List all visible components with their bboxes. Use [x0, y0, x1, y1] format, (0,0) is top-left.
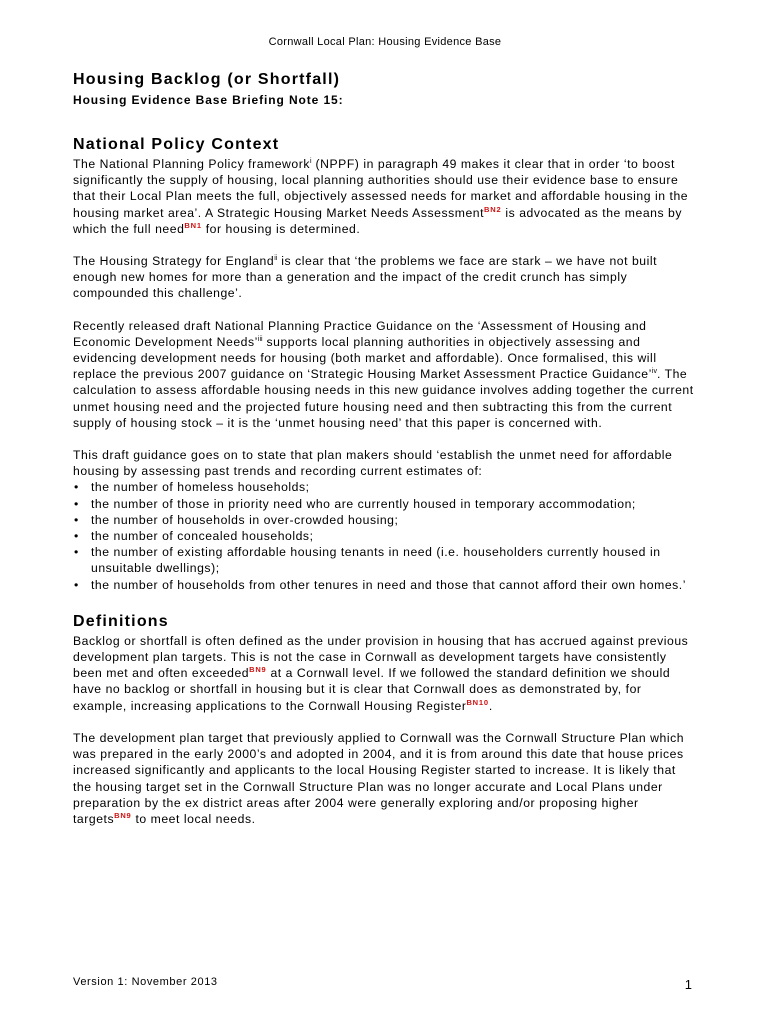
paragraph-backlog-definition — [73, 633, 695, 714]
text-run: for housing is determined. — [201, 221, 361, 236]
page-content — [73, 70, 695, 827]
list-item-text: the number of homeless households; — [91, 480, 310, 495]
briefing-note-ref: BN1 — [184, 220, 202, 230]
paragraph-draft-guidance: This draft guidance goes on to state that plan makers should ‘establish the unmet need for affordable housing by assessing past trends and recording current estimates of: — [73, 448, 673, 479]
briefing-note-ref: BN2 — [484, 204, 502, 214]
page-subtitle: Housing Evidence Base Briefing Note 15: — [73, 93, 344, 107]
list-item-text: the number of households in over-crowded housing; — [91, 512, 399, 527]
endnote-ref: ii — [274, 254, 278, 262]
list-item — [73, 528, 695, 544]
section-heading-definitions: Definitions — [73, 612, 169, 630]
bullet-icon: • — [74, 496, 79, 511]
endnote-ref: iv — [651, 368, 657, 376]
endnote-ref: i — [310, 157, 312, 165]
bullet-icon: • — [74, 545, 79, 560]
paragraph-housing-strategy — [73, 253, 695, 302]
list-item-text: the number of concealed households; — [91, 529, 314, 544]
briefing-note-ref: BN9 — [249, 665, 267, 675]
page-number: 1 — [684, 977, 692, 992]
running-header: Cornwall Local Plan: Housing Evidence Base — [268, 36, 502, 48]
text-run: supports local planning authorities in objectively assessing and evidencing development needs for housing (both market and affordable). Once formalised, this will replace the previous 2007 guidance on ‘Strategic Housing Market Assessment Practice Guidance’ — [73, 334, 657, 382]
list-item-text: the number of existing affordable housing tenants in need (i.e. householders currently housed in unsuitable dwellings); — [91, 545, 661, 576]
list-item — [73, 479, 695, 495]
bullet-icon: • — [74, 577, 79, 592]
text-run: is clear that ‘the problems we face are stark – we have not built enough new homes for more than a generation and the impact of the credit crunch has simply compounded this challenge’. — [73, 254, 658, 301]
endnote-ref: iii — [257, 335, 263, 343]
text-run: Recently released draft National Planning Practice Guidance on the ‘Assessment of Housing and Economic Development Needs’ — [73, 318, 647, 349]
bullet-icon: • — [74, 512, 79, 527]
text-run: . The calculation to assess affordable housing needs in this new guidance involves adding together the current unmet housing need and the projected future housing need and then subtracting this from the current supply of housing stock – it is the ‘unmet housing need’ that this paper is concerned with. — [73, 367, 694, 430]
bullet-icon: • — [74, 480, 79, 495]
text-run: . — [488, 698, 493, 713]
section-heading-national-policy: National Policy Context — [73, 136, 280, 153]
paragraph-structure-plan — [73, 730, 695, 827]
list-item — [73, 512, 695, 528]
list-item-text: the number of those in priority need who are currently housed in temporary accommodation; — [91, 496, 636, 511]
text-run: The development plan target that previously applied to Cornwall was the Cornwall Structure Plan which was prepared in the early 2000’s and adopted in 2004, and it is from around this date that house prices increased significantly and applicants to the local Housing Register started to increase. It is likely that the housing target set in the Cornwall Structure Plan was no longer accurate and Local Plans under preparation by the ex district areas after 2004 were generally exploring and/or proposing higher targets — [73, 730, 685, 826]
text-run: The National Planning Policy framework — [73, 157, 310, 171]
bullet-list — [73, 479, 695, 592]
text-run: is advocated as the means by which the full need — [73, 205, 683, 236]
footer-version: Version 1: November 2013 — [73, 976, 218, 988]
text-run: (NPPF) in paragraph 49 makes it clear that in order ‘to boost significantly the supply of housing, local planning authorities should use their evidence base to ensure that their Local Plan meets the full, objectively assessed needs for market and affordable housing in the housing market area’. A Strategic Housing Market Needs Assessment — [73, 157, 689, 220]
paragraph-nppf — [73, 156, 695, 237]
page-title: Housing Backlog (or Shortfall) — [73, 71, 341, 88]
briefing-note-ref: BN10 — [466, 697, 489, 707]
text-run: Backlog or shortfall is often defined as the under provision in housing that has accrued against previous development plan targets. This is not the case in Cornwall as development targets have consistently been met and often exceeded — [73, 633, 689, 681]
list-item — [73, 544, 695, 576]
briefing-note-ref: BN9 — [114, 810, 132, 820]
text-run: The Housing Strategy for England — [73, 254, 275, 269]
list-item-text: the number of households from other tenures in need and those that cannot afford their own homes.’ — [91, 577, 687, 592]
text-run: at a Cornwall level. If we followed the standard definition we should have no backlog or shortfall in housing but it is clear that Cornwall does as demonstrated by, for example, increasing applications to the Cornwall Housing Register — [73, 666, 671, 713]
list-item — [73, 496, 695, 512]
paragraph-planning-guidance — [73, 318, 695, 431]
bullet-icon: • — [74, 529, 79, 544]
list-item — [73, 577, 695, 593]
text-run: to meet local needs. — [131, 811, 256, 826]
